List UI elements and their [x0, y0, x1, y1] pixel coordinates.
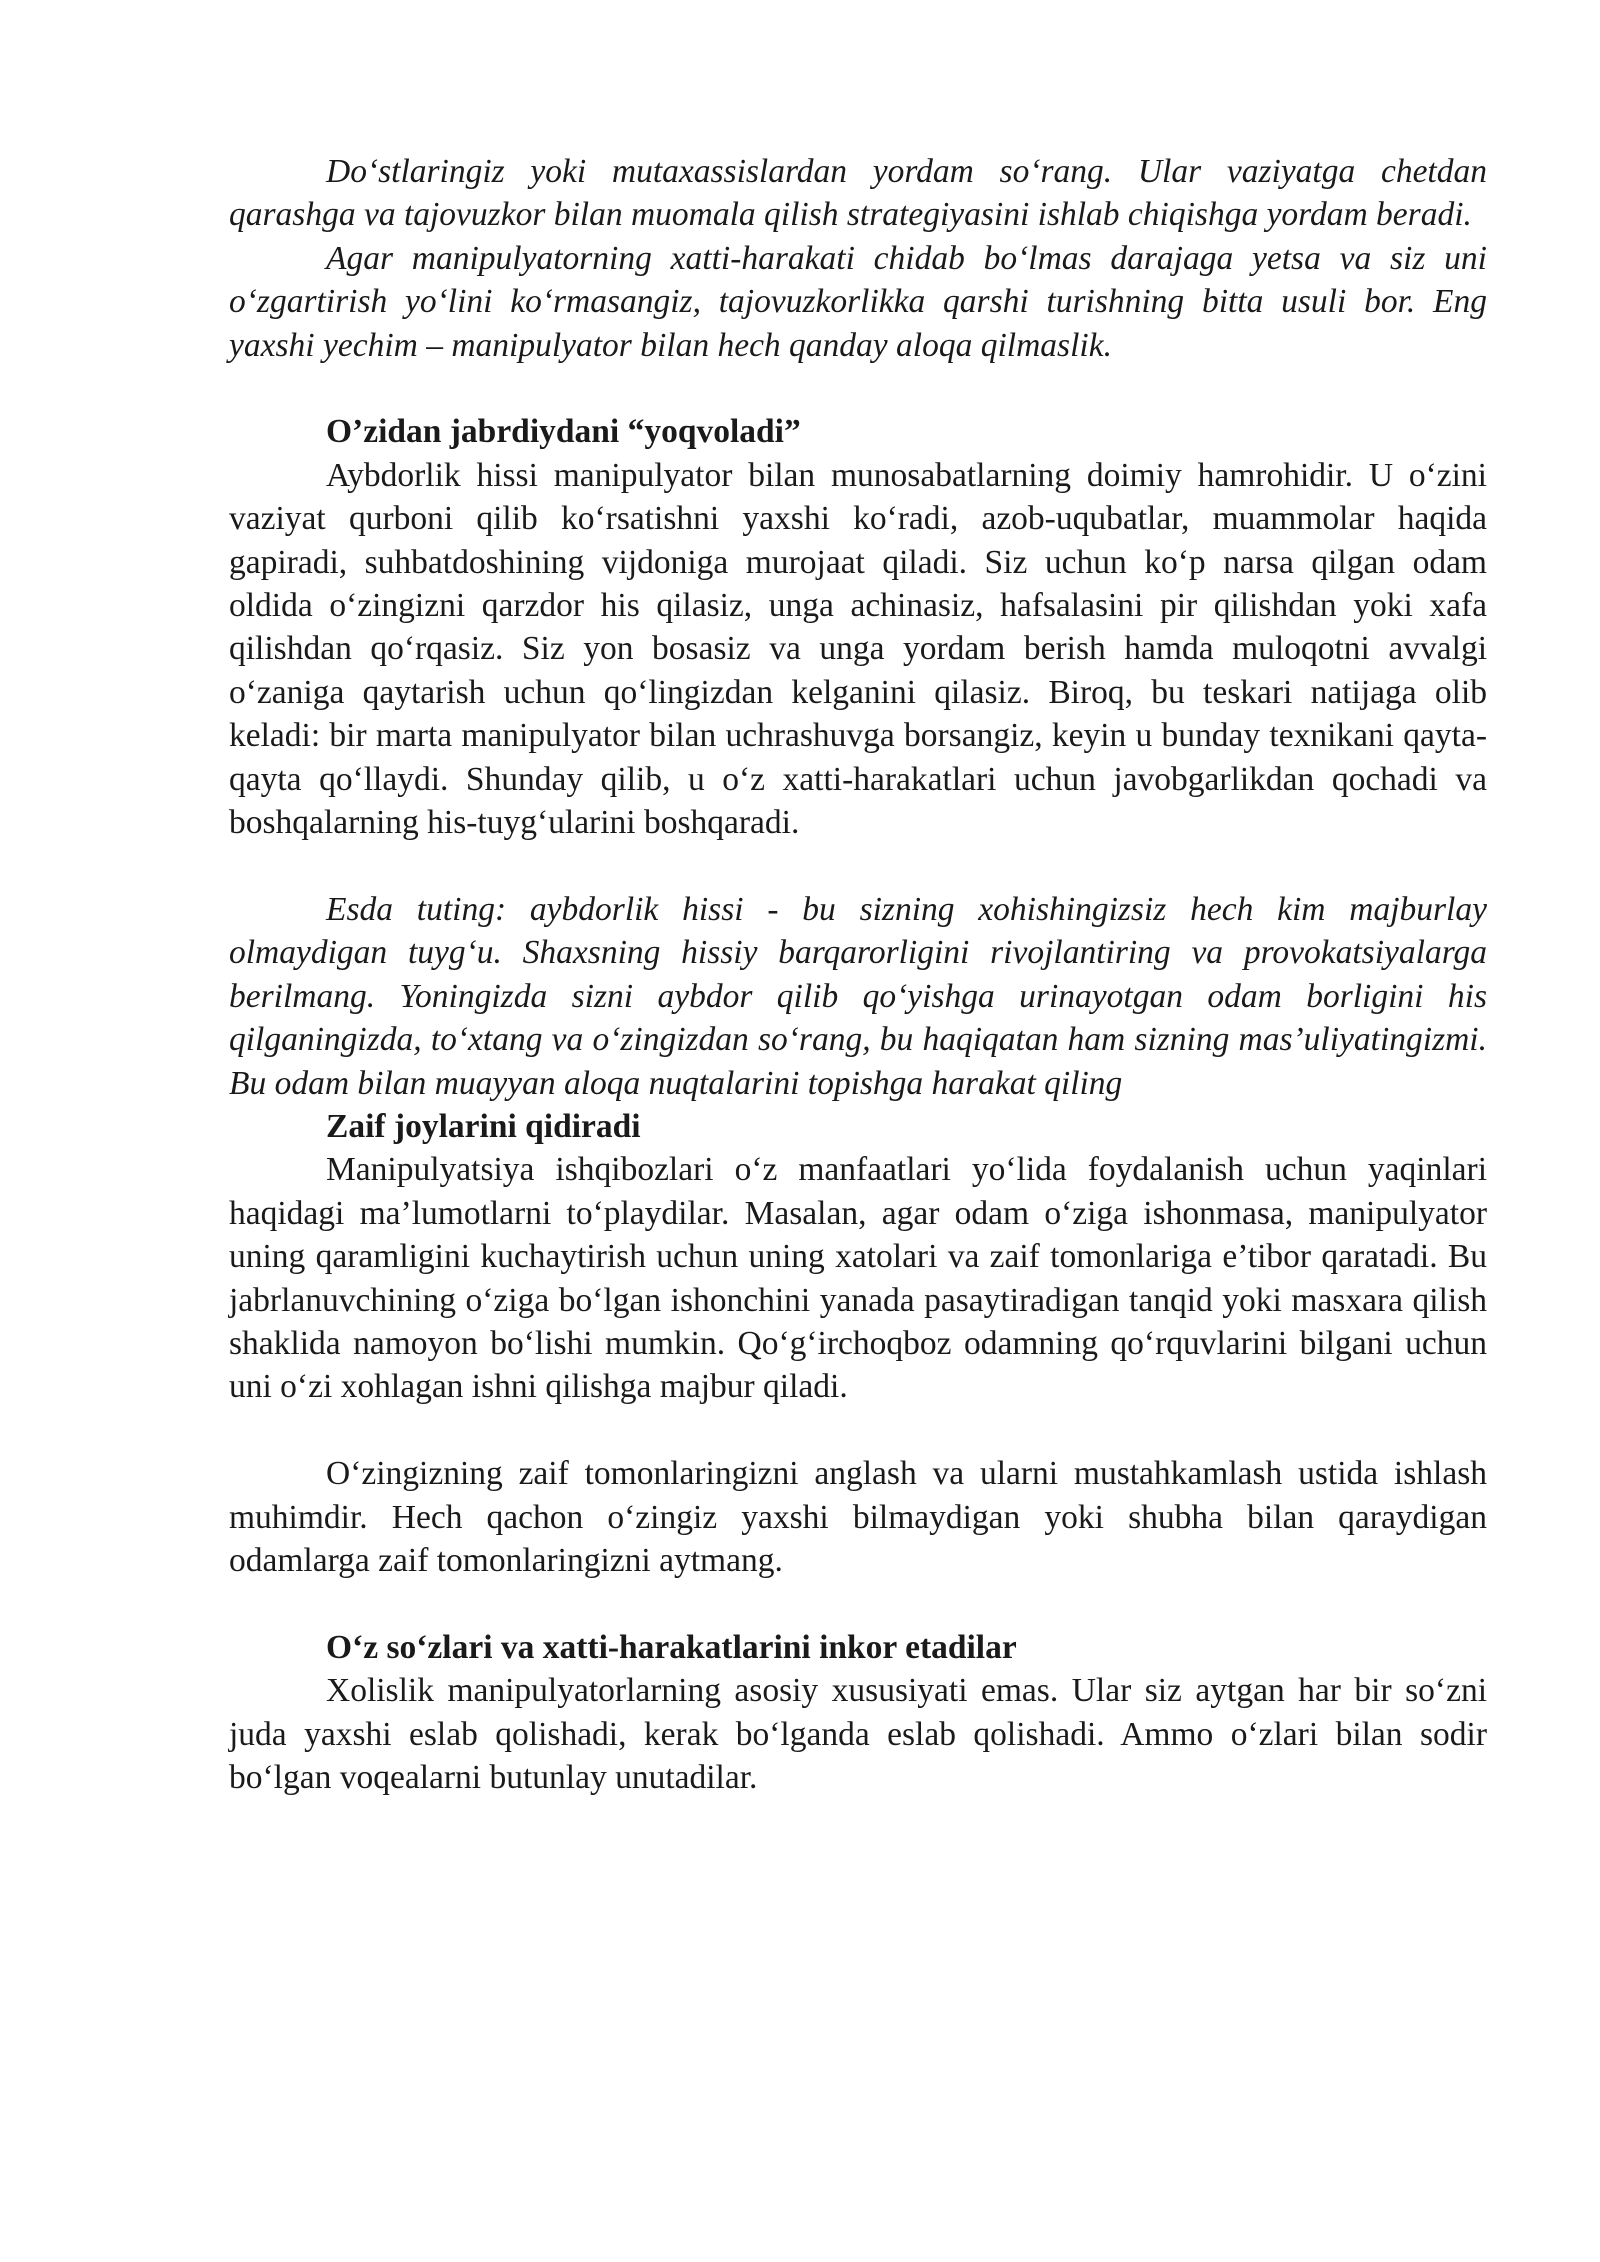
advice-paragraph-weak-spots: O‘zingizning zaif tomonlaringizni anglash va ularni mustahkamlash ustida ishlash muhimdir. Hech qachon o‘zingiz yaxshi bilmaydigan yoki shubha bilan qaraydigan odamlarga zaif tomonlaringizni aytmang.	[229, 1455, 1487, 1579]
section-paragraph-denial: Xolislik manipulyatorlarning asosiy xususiyati emas. Ular siz aytgan har bir so‘zni juda yaxshi eslab qolishadi, kerak bo‘lganda eslab qolishadi. Ammo o‘zlari bilan sodir bo‘lgan voqealarni butunlay unutadilar.	[229, 1672, 1487, 1796]
section-paragraph-victim: Aybdorlik hissi manipulyator bilan munosabatlarning doimiy hamrohidir. U o‘zini vaziyat qurboni qilib ko‘rsatishni yaxshi ko‘radi, azob-uqubatlar, muammolar haqida gapiradi, suhbatdoshining vijdoniga murojaat qiladi. Siz uchun ko‘p narsa qilgan odam oldida o‘zingizni qarzdor his qilasiz, unga achinasiz, hafsalasini pir qilishdan yoki xafa qilishdan qo‘rqasiz. Siz yon bosasiz va unga yordam berish hamda muloqotni avvalgi o‘zaniga qaytarish uchun qo‘lingizdan kelganini qilasiz. Biroq, bu teskari natijaga olib keladi: bir marta manipulyator bilan uchrashuvga borsangiz, keyin u bunday texnikani qayta-qayta qo‘llaydi. Shunday qilib, u o‘z xatti-harakatlari uchun javobgarlikdan qochadi va boshqalarning his-tuyg‘ularini boshqaradi.	[229, 456, 1487, 842]
section-paragraph-weak-spots: Manipulyatsiya ishqibozlari o‘z manfaatlari yo‘lida foydalanish uchun yaqinlari haqidagi ma’lumotlarni to‘playdilar. Masalan, agar odam o‘ziga ishonmasa, manipulyator uning qaramligini kuchaytirish uchun uning xatolari va zaif tomonlariga e’tibor qaratadi. Bu jabrlanuvchining o‘ziga bo‘lgan ishonchini yanada pasaytiradigan tanqid yoki masxara qilish shaklida namoyon bo‘lishi mumkin. Qo‘g‘irchoqboz odamning qo‘rquvlarini bilgani uchun uni o‘zi xohlagan ishni qilishga majbur qiladi.	[229, 1151, 1487, 1406]
spacer	[229, 1582, 1487, 1625]
document-body	[229, 150, 1487, 1799]
section-heading-victim: O’zidan jabrdiydani “yoqvoladi”	[326, 413, 801, 451]
intro-paragraph-2: Agar manipulyatorning xatti-harakati chidab bo‘lmas darajaga yetsa va siz uni o‘zgartirish yo‘lini ko‘rmasangiz, tajovuzkorlikka qarshi turishning bitta usuli bor. Eng yaxshi yechim – manipulyator bilan hech qanday aloqa qilmaslik.	[229, 239, 1487, 364]
spacer	[229, 844, 1487, 887]
intro-paragraph-1: Do‘stlaringiz yoki mutaxassislardan yordam so‘rang. Ular vaziyatga chetdan qarashga va tajovuzkor bilan muomala qilish strategiyasini ishlab chiqishga yordam beradi.	[229, 153, 1487, 234]
spacer	[229, 367, 1487, 410]
section-heading-weak-spots: Zaif joylarini qidiradi	[326, 1107, 641, 1145]
advice-paragraph-guilt: Esda tuting: aybdorlik hissi - bu sizning xohishingizsiz hech kim majburlay olmaydigan tuyg‘u. Shaxsning hissiy barqarorligini rivojlantiring va provokatsiyalarga berilmang. Yoningizda sizni aybdor qilib qo‘yishga urinayotgan odam borligini his qilganingizda, to‘xtang va o‘zingizdan so‘rang, bu haqiqatan ham sizning mas’uliyatingizmi. Bu odam bilan muayyan aloqa nuqtalarini topishga harakat qiling	[229, 890, 1487, 1102]
spacer	[229, 1409, 1487, 1452]
section-heading-denial: O‘z so‘zlari va xatti-harakatlarini inkor etadilar	[326, 1628, 1017, 1666]
